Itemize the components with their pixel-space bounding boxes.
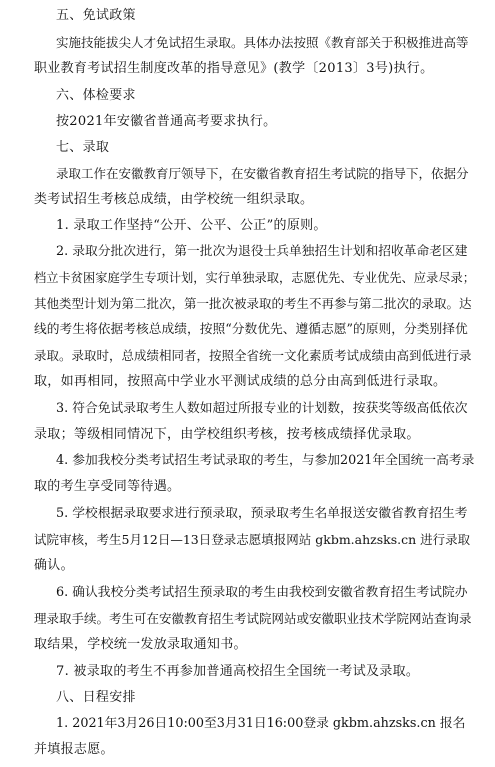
paragraph-line: 取的考生享受同等待遇。 (34, 479, 181, 494)
list-item-4: 4. 参加我校分类考试招生考试录取的考生，与参加2021年全国统一高考录 (56, 453, 475, 468)
paragraph-line: 取结果，学校统一发放录取通知书。 (34, 637, 247, 652)
list-item-3: 3. 符合免试录取考生人数如超过所报专业的计划数，按获奖等级高低依次 (56, 401, 468, 416)
paragraph-line: 理录取手续。考生可在安徽教育招生考试院网站或安徽职业技术学院网站查询录 (34, 611, 472, 626)
list-item-6: 6. 确认我校分类考试招生预录取的考生由我校到安徽省教育招生考试院办 (56, 585, 468, 600)
paragraph-line: 试院审核，考生5月12日—13日登录志愿填报网站 gkbm.ahzsks.cn 进行录取 (34, 532, 471, 547)
list-item-1: 1. 录取工作坚持“公开、公平、公正”的原则。 (56, 218, 327, 233)
paragraph-line: 其他类型计划为第二批次，第一批次被录取的考生不再参与第二批次的录取。达 (34, 296, 472, 311)
paragraph-line: 按2021年安徽省普通高考要求执行。 (56, 114, 277, 129)
section-heading-schedule: 八、日程安排 (56, 690, 136, 705)
section-heading-medical: 六、体检要求 (56, 88, 136, 103)
paragraph-line: 线的考生将依据考核总成绩，按照“分数优先、遵循志愿”的原则，分类别择优 (34, 322, 468, 337)
schedule-item-1: 1. 2021年3月26日10:00至3月31日16:00登录 gkbm.ahzsks.cn 报名 (56, 716, 466, 731)
paragraph-line: 实施技能拔尖人才免试招生录取。具体办法按照《教育部关于积极推进高等 (56, 35, 469, 50)
paragraph-line: 录取。录取时，总成绩相同者，按照全省统一文化素质考试成绩由高到低进行录 (34, 348, 472, 363)
section-heading-exemption: 五、免试政策 (56, 8, 136, 23)
paragraph-line: 确认。 (34, 558, 74, 573)
paragraph-line: 档立卡贫困家庭学生专项计划，实行单独录取，志愿优先、专业优先、应录尽录； (34, 271, 475, 285)
list-item-5: 5. 学校根据录取要求进行预录取，预录取考生名单报送安徽省教育招生考 (56, 506, 468, 521)
paragraph-line: 并填报志愿。 (34, 742, 114, 757)
paragraph-line: 职业教育考试招生制度改革的指导意见》(教学〔2013〕3号)执行。 (34, 61, 434, 76)
paragraph-line: 取，如再相同，按照高中学业水平测试成绩的总分由高到低进行录取。 (34, 374, 447, 389)
paragraph-line: 类考试招生考核总成绩，由学校统一组织录取。 (34, 192, 314, 207)
paragraph-line: 录取工作在安徽教育厅领导下，在安徽省教育招生考试院的指导下，依据分 (56, 166, 469, 181)
list-item-7: 7. 被录取的考生不再参加普通高校招生全国统一考试及录取。 (56, 664, 420, 679)
list-item-2: 2. 录取分批次进行，第一批次为退役士兵单独招生计划和招收革命老区建 (56, 244, 468, 259)
paragraph-line: 录取；等级相同情况下，由学校组织考核，按考核成绩择优录取。 (34, 427, 420, 442)
section-heading-admission: 七、录取 (56, 140, 110, 155)
